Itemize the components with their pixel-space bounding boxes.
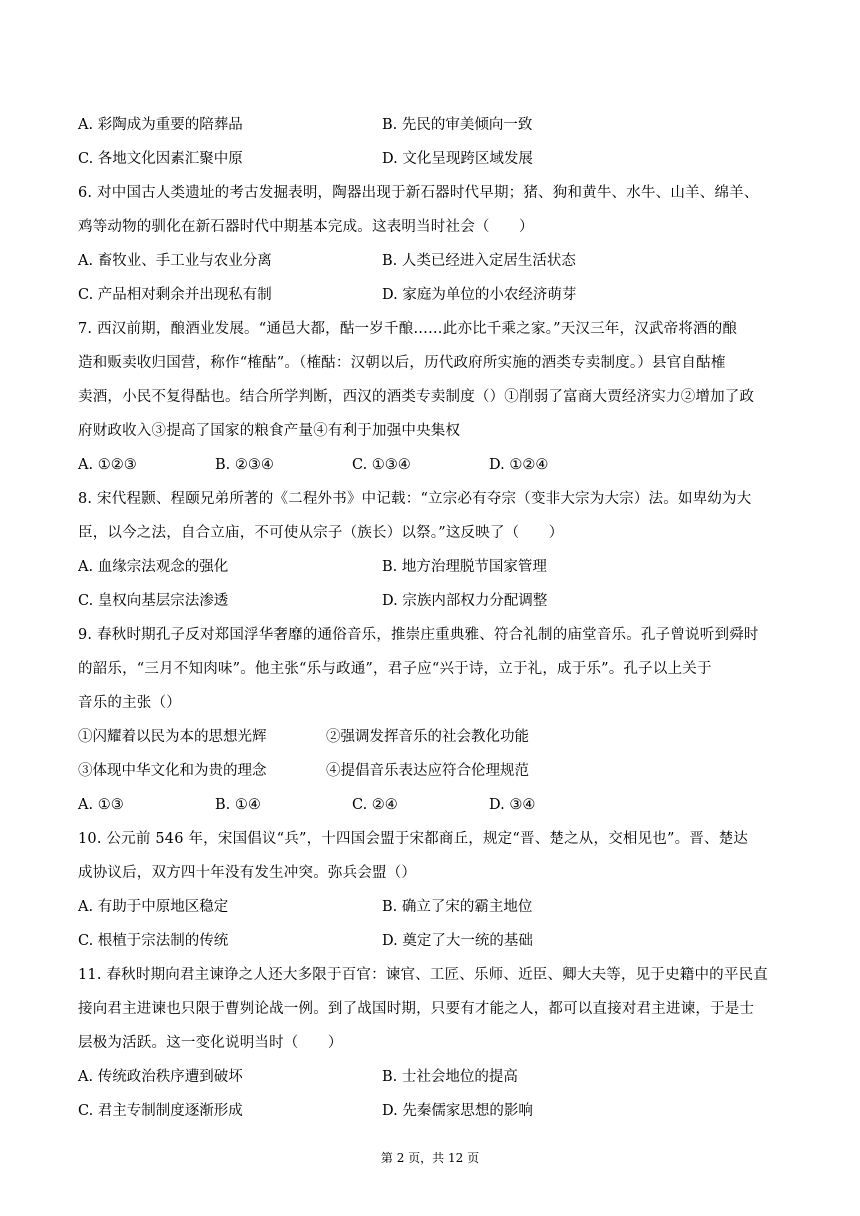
q11-options-row-1 [78, 1060, 786, 1094]
q5-option-a: A. 彩陶成为重要的陪葬品 [78, 117, 243, 133]
q10-stem-line: 成协议后，双方四十年没有发生冲突。弥兵会盟（） [78, 865, 417, 881]
q9-stem-line: 音乐的主张（） [78, 695, 181, 711]
q7-stem-line: 7. 西汉前期，酿酒业发展。“通邑大都，酤一岁千酿……此亦比千乘之家。”天汉三年，汉武帝将酒的酿 [78, 321, 738, 337]
q8-option-b: B. 地方治理脱节国家管理 [382, 559, 547, 575]
q9-statements-row-1 [78, 720, 786, 754]
q6-option-c: C. 产品相对剩余并出现私有制 [78, 287, 272, 303]
q8-option-c: C. 皇权向基层宗法渗透 [78, 593, 229, 609]
question-content [78, 108, 786, 1128]
q8-options-row-1 [78, 550, 786, 584]
q10-option-d: D. 奠定了大一统的基础 [382, 933, 533, 949]
q11-option-a: A. 传统政治秩序遭到破坏 [78, 1069, 243, 1085]
q11-stem-line: 接向君主进谏也只限于曹刿论战一例。到了战国时期，只要有才能之人，都可以直接对君主进谏，于是士 [78, 1001, 755, 1017]
q8-option-a: A. 血缘宗法观念的强化 [78, 559, 229, 575]
q10-stem-line: 10. 公元前 546 年，宋国倡议“兵”，十四国会盟于宋都商丘，规定“晋、楚之从，交相见也”。晋、楚达 [78, 831, 749, 847]
q9-stem-line: 9. 春秋时期孔子反对郑国浮华奢靡的通俗音乐，推崇庄重典雅、符合礼制的庙堂音乐。孔子曾说听到舜时 [78, 627, 759, 643]
q5-option-c: C. 各地文化因素汇聚中原 [78, 151, 243, 167]
q6-stem-line: 6. 对中国古人类遗址的考古发掘表明，陶器出现于新石器时代早期；猪、狗和黄牛、水牛、山羊、绵羊、 [78, 185, 759, 201]
q7-option-a: A. ①②③ [78, 457, 137, 473]
q11-stem-line: 层极为活跃。这一变化说明当时（ ） [78, 1035, 343, 1051]
q8-stem-line: 臣，以今之法，自合立庙，不可使从宗子（族长）以祭。”这反映了（ ） [78, 525, 564, 541]
q7-stem-line: 造和贩卖收归国营，称作“榷酤”。（榷酤：汉朝以后，历代政府所实施的酒类专卖制度。）县官自酤榷 [78, 355, 726, 371]
q9-statement-4: ④提倡音乐表达应符合伦理规范 [326, 763, 529, 779]
q10-option-c: C. 根植于宗法制的传统 [78, 933, 229, 949]
q6-option-b: B. 人类已经进入定居生活状态 [382, 253, 576, 269]
q10-option-a: A. 有助于中原地区稳定 [78, 899, 229, 915]
q10-options-row-1 [78, 890, 786, 924]
q9-stem-line: 的韶乐，“三月不知肉味”。他主张“乐与政通”，君子应“兴于诗，立于礼，成于乐”。孔子以上关于 [78, 661, 712, 677]
q8-options-row-2 [78, 584, 786, 618]
q10-options-row-2 [78, 924, 786, 958]
q11-option-d: D. 先秦儒家思想的影响 [382, 1103, 533, 1119]
q6-option-a: A. 畜牧业、手工业与农业分离 [78, 253, 272, 269]
q7-option-b: B. ②③④ [215, 457, 274, 473]
q5-option-d: D. 文化呈现跨区域发展 [382, 151, 533, 167]
q11-stem-line: 11. 春秋时期向君主谏诤之人还大多限于百官：谏官、工匠、乐师、近臣、卿大夫等，见于史籍中的平民直 [78, 967, 768, 983]
q9-statements-row-2 [78, 754, 786, 788]
q6-options-row-1 [78, 244, 786, 278]
q8-option-d: D. 宗族内部权力分配调整 [382, 593, 548, 609]
q9-statement-3: ③体现中华文化和为贵的理念 [78, 763, 267, 779]
q5-options-row-2 [78, 142, 786, 176]
q9-option-b: B. ①④ [215, 797, 261, 813]
q11-option-c: C. 君主专制制度逐渐形成 [78, 1103, 243, 1119]
q7-stem-line: 府财政收入③提高了国家的粮食产量④有利于加强中央集权 [78, 423, 461, 439]
q8-stem-line: 8. 宋代程颢、程颐兄弟所著的《二程外书》中记载：“立宗必有夺宗（变非大宗为大宗）法。如卑幼为大 [78, 491, 752, 507]
q9-option-d: D. ③④ [489, 797, 536, 813]
q9-option-c: C. ②④ [352, 797, 398, 813]
q6-option-d: D. 家庭为单位的小农经济萌芽 [382, 287, 577, 303]
q9-statement-1: ①闪耀着以民为本的思想光辉 [78, 729, 267, 745]
q9-statement-2: ②强调发挥音乐的社会教化功能 [326, 729, 529, 745]
q6-options-row-2 [78, 278, 786, 312]
q7-options-row [78, 448, 786, 482]
q5-option-b: B. 先民的审美倾向一致 [382, 117, 533, 133]
q9-options-row [78, 788, 786, 822]
q7-option-d: D. ①②④ [489, 457, 549, 473]
q7-stem-line: 卖酒，小民不复得酤也。结合所学判断，西汉的酒类专卖制度（）①削弱了富商大贾经济实力②增加了政 [78, 389, 755, 405]
page-number-footer: 第 2 页，共 12 页 [380, 1151, 480, 1165]
q5-options-row-1 [78, 108, 786, 142]
q11-option-b: B. 士社会地位的提高 [382, 1069, 518, 1085]
q9-option-a: A. ①③ [78, 797, 124, 813]
q11-options-row-2 [78, 1094, 786, 1128]
q7-option-c: C. ①③④ [352, 457, 411, 473]
q6-stem-line: 鸡等动物的驯化在新石器时代中期基本完成。这表明当时社会（ ） [78, 219, 534, 235]
q10-option-b: B. 确立了宋的霸主地位 [382, 899, 533, 915]
